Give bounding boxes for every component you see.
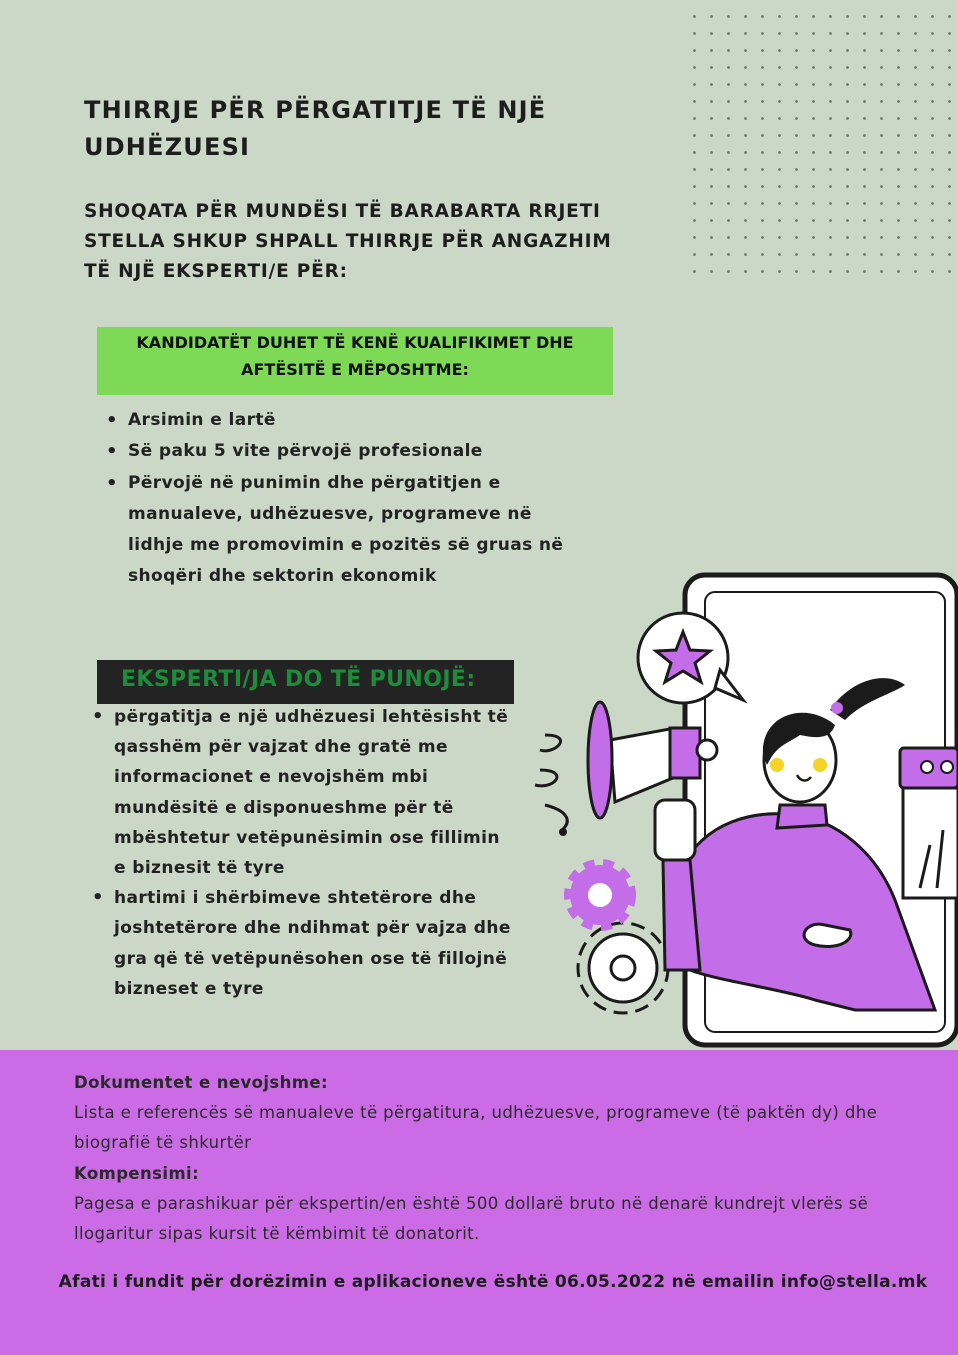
deadline-text: Afati i fundit për dorëzimin e aplikacioneve është 06.05.2022 në emailin info@stella.mk (58, 1272, 928, 1292)
tasks-list (114, 702, 514, 1004)
list-item: • Së paku 5 vite përvojë profesionale (128, 436, 588, 467)
page-subtitle: SHOQATA PËR MUNDËSI TË BARABARTA RRJETI STELLA SHKUP SHPALL THIRRJE PËR ANGAZHIM TË NJË EKSPERTI/E PËR: (84, 201, 612, 282)
compensation-text: Pagesa e parashikuar për ekspertin/en është 500 dollarë bruto në denarë kundrejt vlerës së llogaritur sipas kursit të këmbimit të donatorit. (74, 1193, 869, 1244)
illustration (515, 570, 958, 1050)
documents-heading: Dokumentet e nevojshme: (74, 1073, 328, 1092)
list-item: • Arsimin e lartë (128, 405, 588, 436)
documents-text: Lista e referencës së manualeve të përgatitura, udhëzuesve, programeve (të paktën dy) dhe biografië të shkurtër (74, 1103, 878, 1153)
list-item: • hartimi i shërbimeve shtetërore dhe joshtetërore dhe ndihmat për vajza dhe gra që të vetëpunësohen ose të fillojnë bizneset e tyre (114, 883, 514, 1004)
side-card (900, 748, 958, 898)
qualifications-heading-line1: KANDIDATËT DUHET TË KENË KUALIFIKIMET DHE (136, 333, 574, 352)
qualifications-list (128, 405, 588, 593)
gear-icon (570, 865, 668, 1013)
list-item: • Përvojë në punimin dhe përgatitjen e manualeve, udhëzuesve, programeve në lidhje me promovimin e pozitës së gruas në shoqëri dhe sektorin ekonomik (128, 468, 588, 593)
qualifications-heading-line2: AFTËSITË E MËPOSHTME: (241, 360, 469, 379)
footer-details (74, 1068, 894, 1249)
qualifications-heading-box (97, 327, 613, 395)
dot-pattern (686, 8, 958, 283)
page-title: THIRRJE PËR PËRGATITJE TË NJË UDHËZUESI (84, 96, 547, 161)
list-item: • përgatitja e një udhëzuesi lehtësisht të qasshëm për vajzat dhe gratë me informacionet e nevojshëm mbi mundësitë e disponueshme për të mbështetur vetëpunësimin ose fillimin e biznesit të tyre (114, 702, 514, 883)
tasks-heading: EKSPERTI/JA DO TË PUNOJË: (121, 667, 476, 692)
compensation-heading: Kompensimi: (74, 1163, 200, 1183)
tasks-heading-box (97, 660, 514, 704)
